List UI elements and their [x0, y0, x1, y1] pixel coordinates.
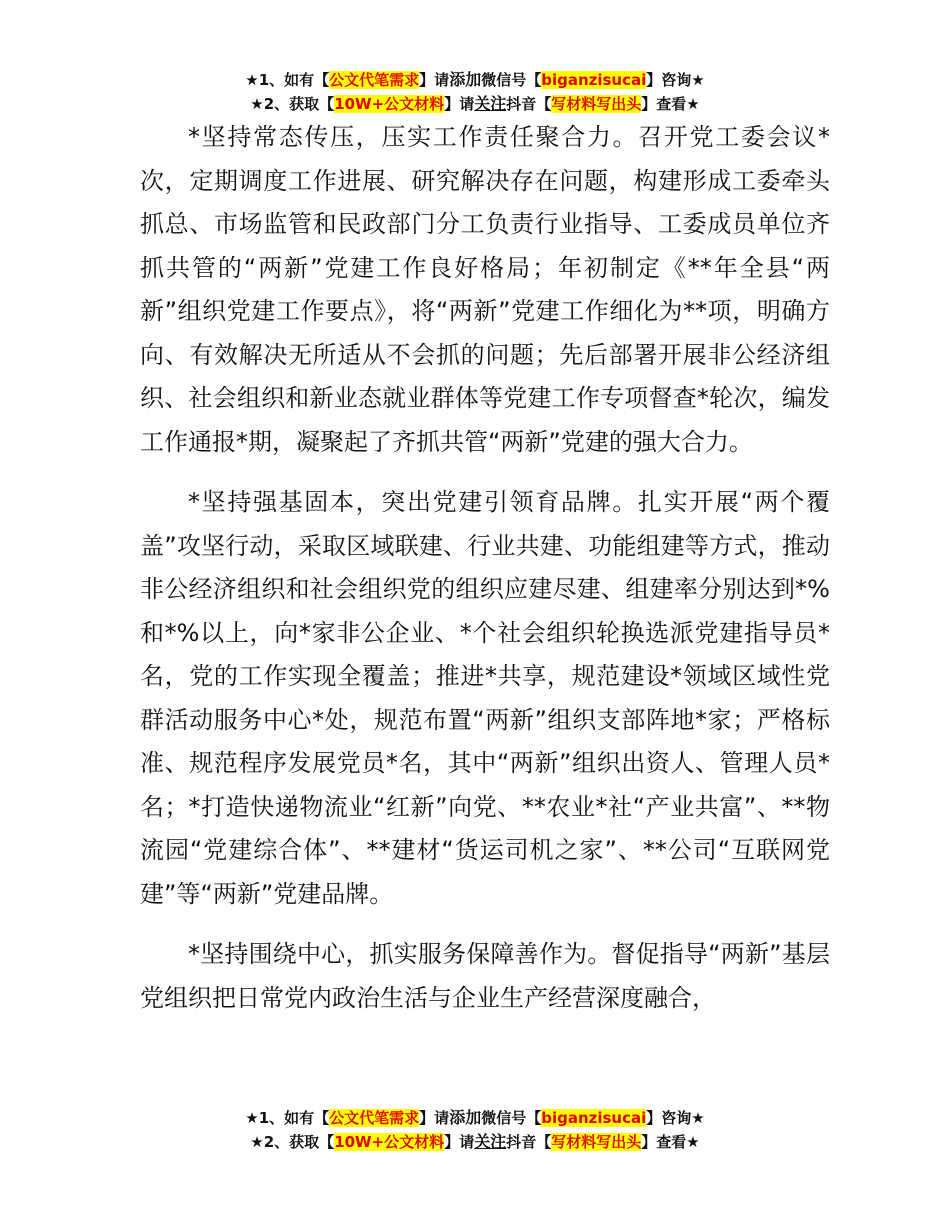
banner-text: 】咨询★ [646, 71, 705, 89]
banner-text: 】请 [444, 95, 475, 113]
banner-text: 抖音【 [506, 95, 552, 113]
highlight-materials: 10W+公文材料 [334, 1133, 445, 1151]
banner-emphasis: 添加 [449, 1108, 482, 1127]
banner-text: ★1、如有【 [245, 1109, 330, 1127]
banner-text: 】查看★ [641, 95, 700, 113]
banner-line-1 [0, 1106, 950, 1130]
paragraph-1: *坚持常态传压，压实工作责任聚合力。召开党工委会议*次，定期调度工作进展、研究解决存在问题，构建形成工委牵头抓总、市场监管和民政部门分工负责行业指导、工委成员单位齐抓共管的“两新”党建工作良好格局；年初制定《**年全县“两新”组织党建工作要点》，将“两新”党建工作细化为**项，明确方向、有效解决无所适从不会抓的问题；先后部署开展非公经济组织、社会组织和新业态就业群体等党建工作专项督查*轮次，编发工作通报*期，凝聚起了齐抓共管“两新”党建的强大合力。 [140, 123, 830, 456]
banner-text: 微信号【 [481, 71, 542, 89]
highlight-douyin-id: 写材料写出头 [551, 95, 642, 113]
highlight-service: 公文代笔需求 [329, 71, 420, 89]
highlight-wechat-id: biganzisucai [541, 71, 647, 89]
banner-text: 微信号【 [481, 1109, 542, 1127]
banner-text: 】咨询★ [646, 1109, 705, 1127]
banner-line-2 [0, 1130, 950, 1154]
highlight-materials: 10W+公文材料 [334, 95, 445, 113]
banner-text: ★2、获取【 [250, 1133, 335, 1151]
highlight-wechat-id: biganzisucai [541, 1109, 647, 1127]
banner-emphasis: 关注 [474, 1132, 507, 1151]
banner-text: 】请 [444, 1133, 475, 1151]
document-body [140, 116, 830, 1037]
banner-emphasis: 添加 [449, 70, 482, 89]
highlight-service: 公文代笔需求 [329, 1109, 420, 1127]
banner-emphasis: 关注 [474, 94, 507, 113]
banner-text: 抖音【 [506, 1133, 552, 1151]
banner-line-1 [0, 68, 950, 92]
banner-text: 】请 [419, 71, 450, 89]
banner-line-2 [0, 92, 950, 116]
banner-text: ★2、获取【 [250, 95, 335, 113]
header-banner [0, 68, 950, 116]
banner-text: 】请 [419, 1109, 450, 1127]
footer-banner [0, 1106, 950, 1154]
paragraph-2: *坚持强基固本，突出党建引领育品牌。扎实开展“两个覆盖”攻坚行动，采取区域联建、行业共建、功能组建等方式，推动非公经济组织和社会组织党的组织应建尽建、组建率分别达到*%和*%以上，向*家非公企业、*个社会组织轮换选派党建指导员*名，党的工作实现全覆盖；推进*共享，规范建设*领域区域性党群活动服务中心*处，规范布置“两新”组织支部阵地*家；严格标准、规范程序发展党员*名，其中“两新”组织出资人、管理人员*名；*打造快递物流业“红新”向党、**农业*社“产业共富”、**物流园“党建综合体”、**建材“货运司机之家”、**公司“互联网党建”等“两新”党建品牌。 [140, 488, 830, 908]
banner-text: 】查看★ [641, 1133, 700, 1151]
banner-text: ★1、如有【 [245, 71, 330, 89]
paragraph-3: *坚持围绕中心，抓实服务保障善作为。督促指导“两新”基层党组织把日常党内政治生活与企业生产经营深度融合， [140, 940, 830, 1012]
highlight-douyin-id: 写材料写出头 [551, 1133, 642, 1151]
